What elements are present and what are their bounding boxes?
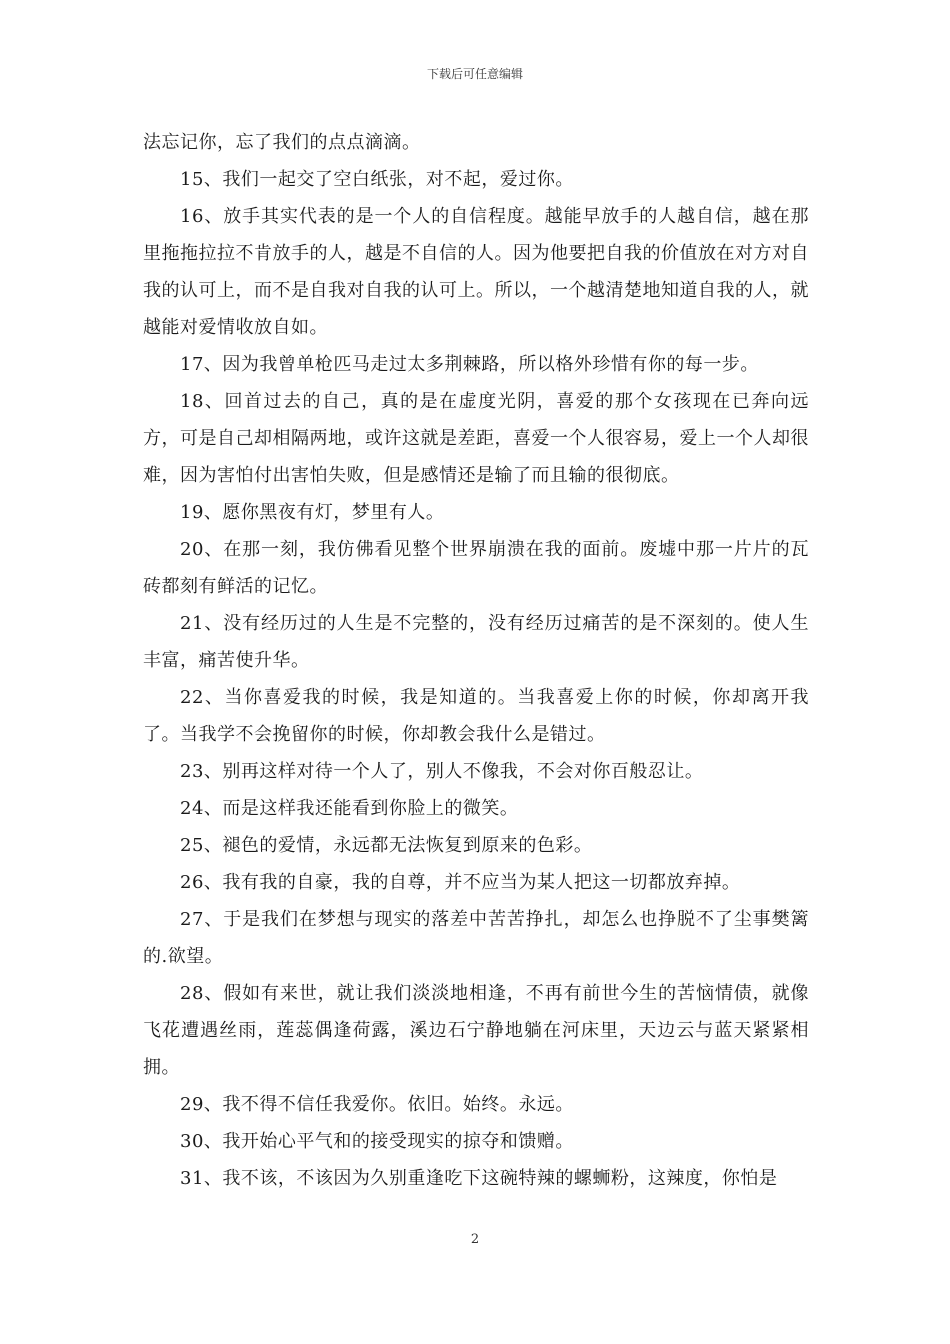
paragraph: 23、别再这样对待一个人了，别人不像我，不会对你百般忍让。	[180, 761, 704, 782]
paragraph: 21、没有经历过的人生是不完整的，没有经历过痛苦的是不深刻的。使人生丰富，痛苦使升华。	[143, 613, 809, 671]
paragraph: 22、当你喜爱我的时候，我是知道的。当我喜爱上你的时候，你却离开我了。当我学不会挽留你的时候，你却教会我什么是错过。	[143, 687, 809, 745]
paragraph: 15、我们一起交了空白纸张，对不起，爱过你。	[180, 169, 574, 190]
page-header: 下载后可任意编辑	[426, 67, 523, 81]
paragraph: 17、因为我曾单枪匹马走过太多荆棘路，所以格外珍惜有你的每一步。	[180, 354, 759, 375]
paragraph: 31、我不该，不该因为久别重逢吃下这碗特辣的螺蛳粉，这辣度，你怕是	[180, 1168, 778, 1189]
paragraph: 法忘记你，忘了我们的点点滴滴。	[143, 132, 421, 153]
paragraph: 16、放手其实代表的是一个人的自信程度。越能早放手的人越自信，越在那里拖拖拉拉不肯放手的人，越是不自信的人。因为他要把自我的价值放在对方对自我的认可上，而不是自我对自我的认可上。所以，一个越清楚地知道自我的人，就越能对爱情收放自如。	[143, 206, 809, 338]
paragraph: 24、而是这样我还能看到你脸上的微笑。	[180, 798, 519, 819]
page-number: 2	[470, 1232, 480, 1247]
paragraph: 19、愿你黑夜有灯，梦里有人。	[180, 502, 445, 523]
paragraph: 29、我不得不信任我爱你。依旧。始终。永远。	[180, 1094, 574, 1115]
paragraph: 27、于是我们在梦想与现实的落差中苦苦挣扎，却怎么也挣脱不了尘事樊篱的.欲望。	[143, 909, 809, 967]
paragraph: 20、在那一刻，我仿佛看见整个世界崩溃在我的面前。废墟中那一片片的瓦砖都刻有鲜活的记忆。	[143, 539, 809, 597]
paragraph: 25、褪色的爱情，永远都无法恢复到原来的色彩。	[180, 835, 593, 856]
document-body	[143, 124, 809, 1197]
paragraph: 28、假如有来世，就让我们淡淡地相逢，不再有前世今生的苦恼情债，就像飞花遭遇丝雨，莲蕊偶逢荷露，溪边石宁静地躺在河床里，天边云与蓝天紧紧相拥。	[143, 983, 809, 1078]
paragraph: 26、我有我的自豪，我的自尊，并不应当为某人把这一切都放弃掉。	[180, 872, 741, 893]
paragraph: 30、我开始心平气和的接受现实的掠夺和馈赠。	[180, 1131, 574, 1152]
paragraph: 18、回首过去的自己，真的是在虚度光阴，喜爱的那个女孩现在已奔向远方，可是自己却相隔两地，或许这就是差距，喜爱一个人很容易，爱上一个人却很难，因为害怕付出害怕失败，但是感情还是输了而且输的很彻底。	[143, 391, 809, 486]
